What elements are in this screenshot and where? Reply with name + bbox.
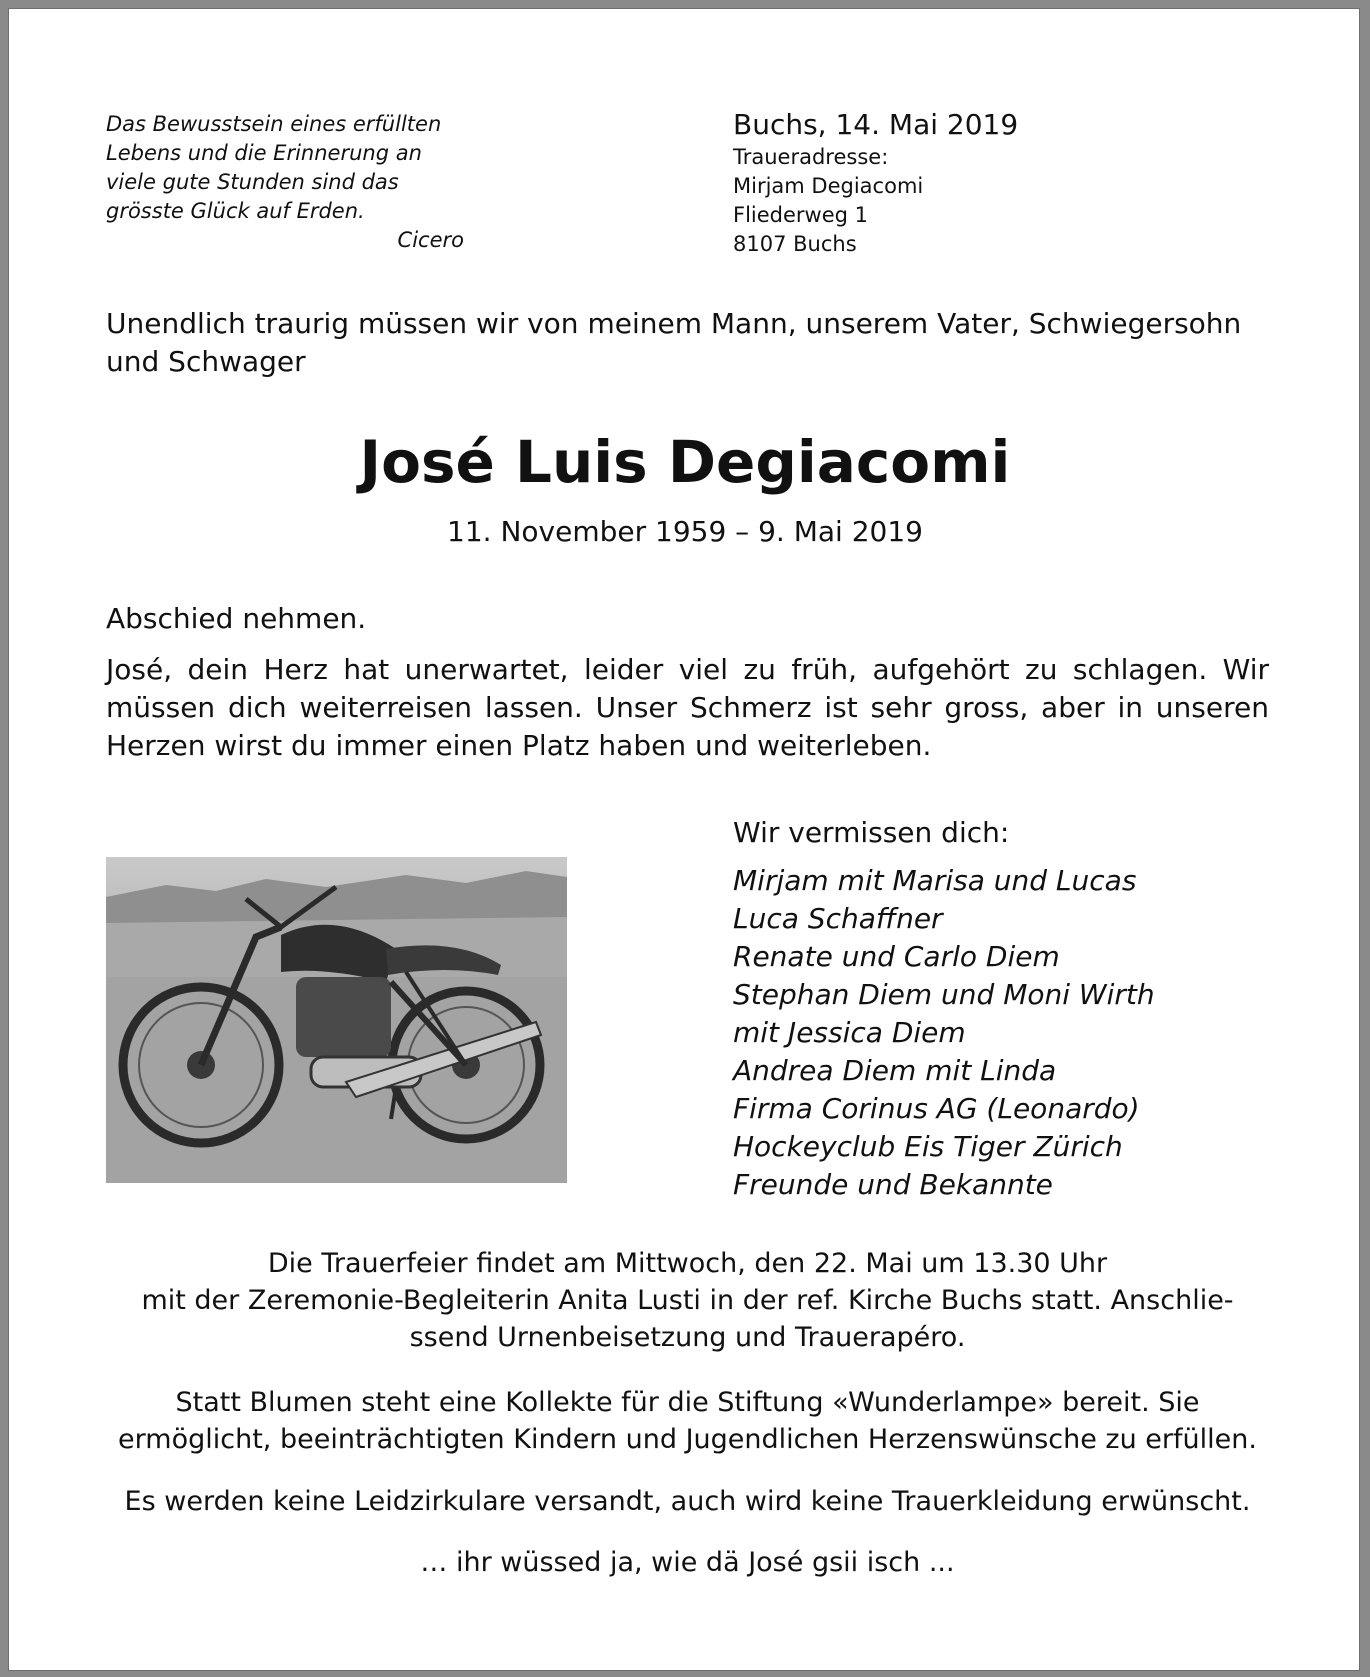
quote-line: Das Bewusstsein eines erfüllten	[106, 112, 442, 136]
address-name: Mirjam Degiacomi	[733, 174, 924, 198]
mourner-item: Freunde und Bekannte	[733, 1168, 1053, 1201]
farewell-title: Abschied nehmen.	[106, 602, 367, 635]
motorcycle-photo	[106, 857, 567, 1183]
cicero-quote	[106, 110, 486, 255]
farewell-body: José, dein Herz hat unerwartet, leider viel zu früh, aufgehört zu schlagen. Wir müssen dich weiterreisen lassen. Unser Schmerz ist sehr gross, aber in unseren Herzen wirst du immer einen Platz haben und weiterleben.	[106, 653, 1269, 762]
quote-line: grösste Glück auf Erden.	[106, 199, 365, 223]
motorcycle-illustration	[106, 857, 567, 1183]
mourner-item: Stephan Diem und Moni Wirth	[733, 978, 1155, 1011]
mourner-item: Luca Schaffner	[733, 902, 943, 935]
place-date: Buchs, 14. Mai 2019	[733, 108, 1019, 141]
mourner-item: Firma Corinus AG (Leonardo)	[733, 1092, 1140, 1125]
ceremony-line: ssend Urnenbeisetzung und Trauerapéro.	[409, 1322, 966, 1353]
ceremony-notice	[106, 1245, 1269, 1356]
life-dates: 11. November 1959 – 9. Mai 2019	[447, 515, 923, 548]
mourner-item: Hockeyclub Eis Tiger Zürich	[733, 1130, 1123, 1163]
donation-notice	[106, 1384, 1269, 1458]
place-date-address	[733, 107, 1153, 259]
mourner-item: Renate und Carlo Diem	[733, 940, 1060, 973]
mourner-item: Mirjam mit Marisa und Lucas	[733, 864, 1137, 897]
ceremony-line: mit der Zeremonie-Begleiterin Anita Lusti in der ref. Kirche Buchs statt. Anschlie-	[141, 1285, 1234, 1316]
ceremony-line: Die Trauerfeier findet am Mittwoch, den 22. Mai um 13.30 Uhr	[267, 1248, 1108, 1279]
intro-line: Unendlich traurig müssen wir von meinem Mann, unserem Vater, Schwiegersohn	[106, 307, 1242, 340]
obituary-page	[8, 8, 1360, 1671]
quote-author: Cicero	[397, 228, 464, 252]
address-label: Traueradresse:	[733, 145, 889, 169]
intro-line: und Schwager	[106, 345, 306, 378]
donation-line: ermöglicht, beeinträchtigten Kindern und Jugendlichen Herzenswünsche zu erfüllen.	[118, 1424, 1257, 1455]
deceased-name: José Luis Degiacomi	[359, 428, 1011, 496]
quote-line: viele gute Stunden sind das	[106, 170, 399, 194]
intro-text	[106, 305, 1286, 381]
mourners-title: Wir vermissen dich:	[733, 816, 1010, 849]
address-street: Fliederweg 1	[733, 203, 869, 227]
mourner-item: mit Jessica Diem	[733, 1016, 966, 1049]
mourner-item: Andrea Diem mit Linda	[733, 1054, 1057, 1087]
quote-line: Lebens und die Erinnerung an	[106, 141, 422, 165]
mourners-list	[733, 862, 1293, 1204]
address-city: 8107 Buchs	[733, 232, 857, 256]
no-letters-notice: Es werden keine Leidzirkulare versandt, auch wird keine Trauerkleidung erwünscht.	[124, 1486, 1251, 1517]
closing-line: … ihr wüssed ja, wie dä José gsii isch ...	[420, 1547, 955, 1578]
donation-line: Statt Blumen steht eine Kollekte für die Stiftung «Wunderlampe» bereit. Sie	[175, 1387, 1200, 1418]
